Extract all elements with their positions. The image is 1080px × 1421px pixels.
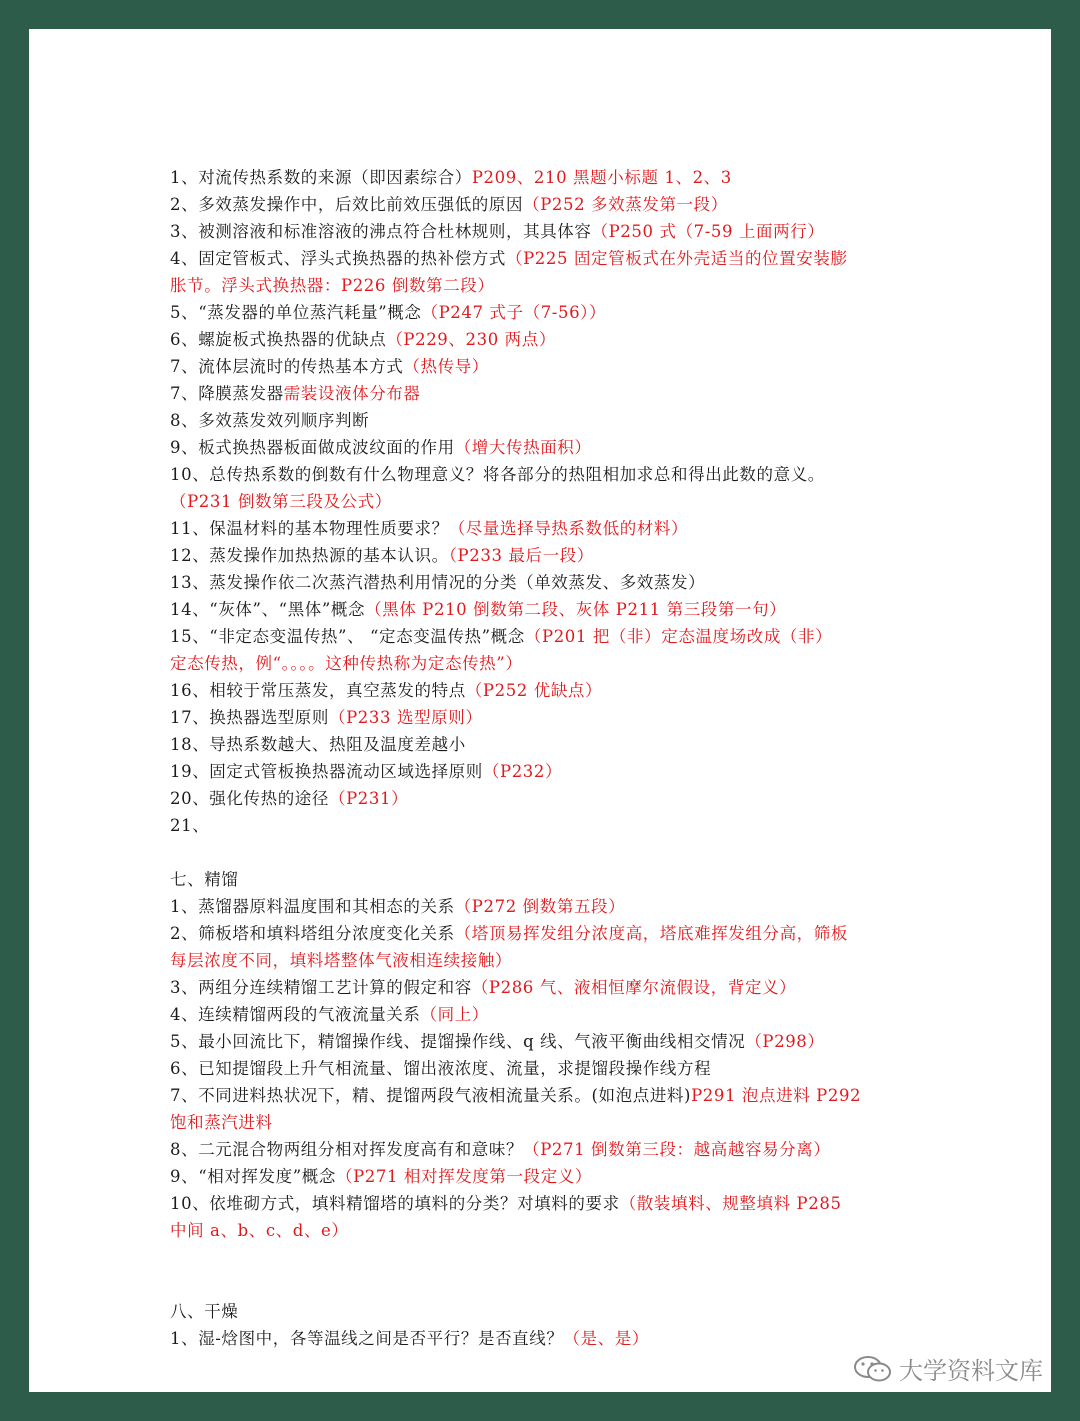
list-item [170,974,920,1001]
watermark [853,1351,1043,1386]
item-reference: （P286 气、液相恒摩尔流假设，背定义） [471,978,797,997]
list-item [170,299,920,326]
list-item [170,1109,920,1136]
document-page [29,29,1051,1392]
item-text: 20、强化传热的途径 [170,789,329,808]
item-reference: （尽量选择导热系数低的材料） [448,519,689,538]
item-text: 15、“非定态变温传热”、 “定态变温传热”概念 [170,627,525,646]
list-item [170,731,920,758]
list-item [170,434,920,461]
list-item [170,569,920,596]
list-item [170,488,920,515]
item-text: 8、多效蒸发效列顺序判断 [170,411,370,430]
list-item [170,1001,920,1028]
item-reference: （塔顶易挥发组分浓度高，塔底难挥发组分高，筛板 [454,924,849,943]
list-item [170,164,920,191]
list-item [170,623,920,650]
item-text: 4、固定管板式、浮头式换热器的热补偿方式 [170,249,506,268]
list-item [170,515,920,542]
list-item [170,1082,920,1109]
item-text: 14、“灰体”、“黑体”概念 [170,600,366,619]
item-text: 16、相较于常压蒸发，真空蒸发的特点 [170,681,466,700]
item-text: 7、流体层流时的传热基本方式 [170,357,404,376]
watermark-text: 大学资料文库 [899,1357,1043,1385]
item-reference: （P231 倒数第三段及公式） [170,492,392,511]
item-reference: （P229、230 两点） [386,330,556,349]
item-text: 7、降膜蒸发器 [170,384,284,403]
item-reference: （P201 把（非）定态温度场改成（非） [524,627,833,646]
section-distillation-list [170,893,920,1244]
list-item [170,407,920,434]
list-item [170,542,920,569]
list-item [170,947,920,974]
item-reference: （是、是） [563,1329,649,1348]
item-text: 11、保温材料的基本物理性质要求？ [170,519,449,538]
list-item [170,1217,920,1244]
spacer [170,1244,920,1298]
item-reference: P209、210 黑题小标题 1、2、3 [471,168,732,187]
item-reference: （P272 倒数第五段） [454,897,626,916]
item-text: 10、依堆砌方式，填料精馏塔的填料的分类？对填料的要求 [170,1194,620,1213]
item-reference: （P271 相对挥发度第一段定义） [335,1167,593,1186]
list-item [170,353,920,380]
item-text: 6、螺旋板式换热器的优缺点 [170,330,387,349]
item-reference: 定态传热，例“。。。。这种传热称为定态传热”） [170,654,523,673]
list-item [170,380,920,407]
item-text: 9、板式换热器板面做成波纹面的作用 [170,438,455,457]
item-text: 3、两组分连续精馏工艺计算的假定和容 [170,978,472,997]
item-text: 8、二元混合物两组分相对挥发度高有和意味？ [170,1140,524,1159]
list-item [170,785,920,812]
item-text: 1、蒸馏器原料温度围和其相态的关系 [170,897,455,916]
list-item [170,893,920,920]
item-reference: （黑体 P210 倒数第二段、灰体 P211 第三段第一句） [365,600,787,619]
item-reference: 每层浓度不同，填料塔整体气液相连续接触） [170,951,512,970]
list-item [170,920,920,947]
item-reference: （P233 最后一段） [448,546,594,565]
item-reference: （P231） [329,789,409,808]
item-text: 6、已知提馏段上升气相流量、馏出液浓度、流量，求提馏段操作线方程 [170,1059,712,1078]
list-item [170,245,920,272]
list-item [170,758,920,785]
list-item [170,272,920,299]
item-reference: （P232） [482,762,563,781]
section-heat-transfer-list [170,164,920,839]
section-title-distillation: 七、精馏 [170,870,239,889]
item-reference: （P250 式（7-59 上面两行） [591,222,825,241]
list-item [170,191,920,218]
item-text: 9、“相对挥发度”概念 [170,1167,336,1186]
list-item [170,1325,920,1352]
list-item [170,1163,920,1190]
item-text: 2、多效蒸发操作中，后效比前效压强低的原因 [170,195,524,214]
item-text: 4、连续精馏两段的气液流量关系 [170,1005,421,1024]
item-reference: 饱和蒸汽进料 [170,1113,273,1132]
item-text: 21、 [170,816,210,835]
item-text: 17、换热器选型原则 [170,708,329,727]
item-reference: （P233 选型原则） [329,708,483,727]
item-reference: （P252 优缺点） [465,681,603,700]
wechat-icon [853,1354,893,1384]
list-item [170,1055,920,1082]
item-reference: （P298） [745,1032,825,1051]
list-item [170,812,920,839]
item-reference: （P247 式子（7-56）） [421,303,607,322]
list-item [170,677,920,704]
list-item [170,1136,920,1163]
item-text: 13、蒸发操作依二次蒸汽潜热利用情况的分类（单效蒸发、多效蒸发） [170,573,706,592]
item-reference: 中间 a、b、c、d、e） [170,1221,349,1240]
list-item [170,326,920,353]
item-reference: 需装设液体分布器 [283,384,421,403]
item-reference: 胀节。浮头式换热器：P226 倒数第二段） [170,276,495,295]
item-text: 5、最小回流比下，精馏操作线、提馏操作线、q 线、气液平衡曲线相交情况 [170,1032,746,1051]
item-reference: （增大传热面积） [454,438,592,457]
list-item [170,218,920,245]
section-drying-list [170,1325,920,1352]
item-text: 7、不同进料热状况下，精、提馏两段气液相流量关系。(如泡点进料) [170,1086,692,1105]
item-text: 2、筛板塔和填料塔组分浓度变化关系 [170,924,455,943]
item-text: 18、导热系数越大、热阻及温度差越小 [170,735,466,754]
item-text: 1、湿-焓图中，各等温线之间是否平行？是否直线？ [170,1329,564,1348]
item-reference: （同上） [420,1005,489,1024]
item-reference: （P225 固定管板式在外壳适当的位置安装膨 [506,249,848,268]
list-item [170,1190,920,1217]
item-text: 19、固定式管板换热器流动区域选择原则 [170,762,483,781]
item-reference: （热传导） [403,357,489,376]
document-body [170,164,920,1352]
list-item [170,1028,920,1055]
item-text: 5、“蒸发器的单位蒸汽耗量”概念 [170,303,422,322]
item-reference: P291 泡点进料 P292 [691,1086,862,1105]
spacer [170,839,920,866]
item-reference: （P271 倒数第三段：越高越容易分离） [523,1140,831,1159]
list-item [170,596,920,623]
item-reference: （P252 多效蒸发第一段） [523,195,728,214]
item-text: 1、对流传热系数的来源（即因素综合） [170,168,472,187]
item-text: 10、总传热系数的倒数有什么物理意义？将各部分的热阻相加求总和得出此数的意义。 [170,465,825,484]
item-text: 12、蒸发操作加热热源的基本认识。 [170,546,449,565]
list-item [170,461,920,488]
item-reference: （散装填料、规整填料 P285 [619,1194,842,1213]
section-title-drying: 八、干燥 [170,1302,239,1321]
item-text: 3、被测溶液和标准溶液的沸点符合杜林规则，其具体容 [170,222,592,241]
list-item [170,650,920,677]
list-item [170,704,920,731]
